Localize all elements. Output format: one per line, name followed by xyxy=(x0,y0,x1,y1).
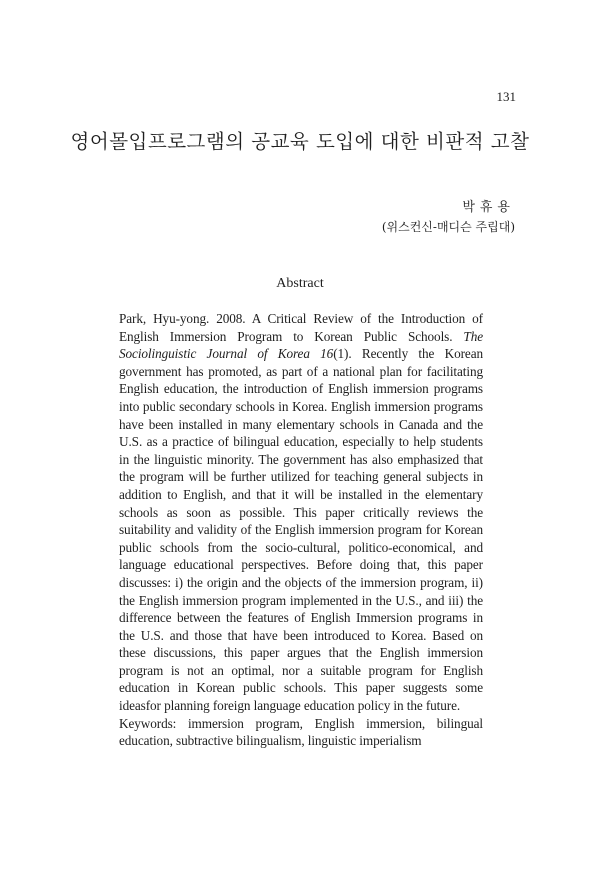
abstract-paragraph xyxy=(119,310,483,715)
author-affiliation: (위스컨신-매디슨 주립대) xyxy=(381,220,515,234)
keywords-text: immersion program, English immersion, bilingual education, subtractive bilingualism, linguistic imperialism xyxy=(119,715,483,749)
page-number: 131 xyxy=(496,89,516,104)
citation-issue: (1). xyxy=(333,346,362,362)
author-name: 박휴용 xyxy=(462,200,515,215)
citation-prefix: Park, Hyu-yong. 2008. A Critical Review of the Introduction of English Immersion Program to Korean Public Schools. xyxy=(119,311,483,344)
paper-title: 영어몰입프로그램의 공교육 도입에 대한 비판적 고찰 xyxy=(70,130,530,153)
keywords-line xyxy=(119,715,483,750)
citation-journal: The Sociolinguistic Journal of Korea 16 xyxy=(119,328,483,362)
abstract-text: Recently the Korean government has promoted, as part of a national plan for facilitating English education, the introduction of English immersion programs into public secondary schools in Korea. English immersion programs have been installed in many elementary schools in Canada and the U.S. as a practice of bilingual education, especially to help students in the linguistic minority. The government has also emphasized that the program will be further utilized for teaching general subjects in addition to English, and that it will be installed in the elementary schools as soon as possible. This paper critically reviews the suitability and validity of the English immersion program for Korean public schools from the socio-cultural, politico-economical, and language educational perspectives. Before doing that, this paper discusses: i) the origin and the objects of the immersion program, ii) the English immersion program implemented in the U.S., and iii) the difference between the features of English Immersion programs in the U.S. and those that have been introduced to Korea. Based on these discussions, this paper argues that the English immersion program is not an optimal, nor a suitable program for English education in Korean public schools. This paper suggests some ideasfor planning foreign language education policy in the future. xyxy=(119,346,484,714)
abstract-body xyxy=(119,310,483,750)
keywords-label: Keywords: xyxy=(119,715,177,731)
abstract-heading: Abstract xyxy=(276,276,324,291)
